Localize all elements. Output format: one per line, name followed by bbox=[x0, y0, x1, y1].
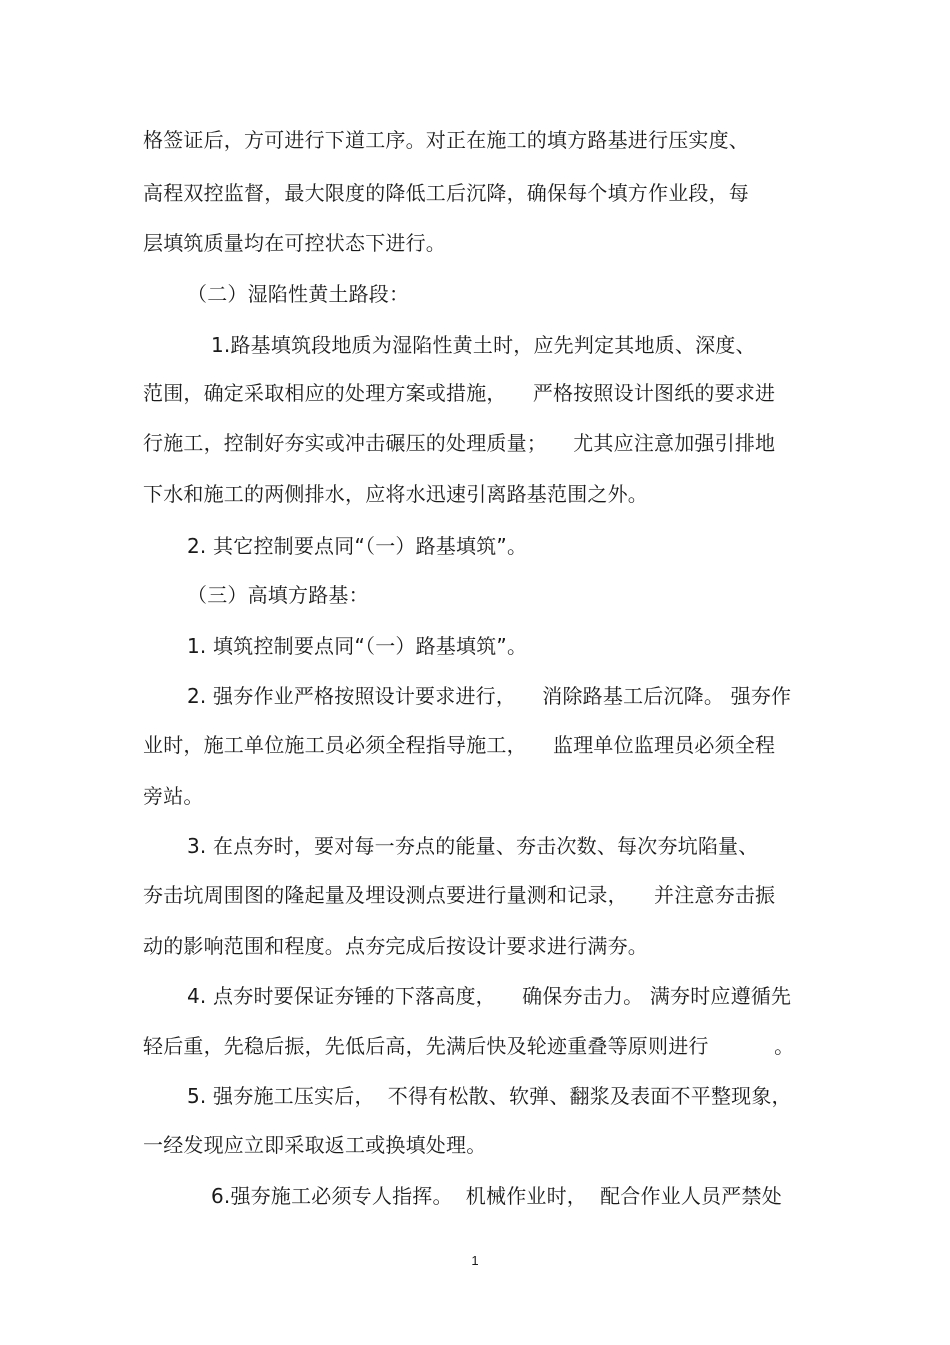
text-line: 高程双控监督，最大限度的降低工后沉降，确保每个填方作业段，每 bbox=[143, 181, 749, 205]
text-line: 一经发现应立即采取返工或换填处理。 bbox=[143, 1133, 487, 1157]
text-line: 4. 点夯时要保证夯锤的下落高度， 确保夯击力。 满夯时应遵循先 bbox=[187, 984, 792, 1008]
text-line: 2. 其它控制要点同“（一）路基填筑”。 bbox=[187, 534, 528, 558]
text-line: 2. 强夯作业严格按照设计要求进行， 消除路基工后沉降。 强夯作 bbox=[187, 684, 792, 708]
text-line: 行施工，控制好夯实或冲击碾压的处理质量； 尤其应注意加强引排地 bbox=[143, 431, 776, 455]
text-line: 业时，施工单位施工员必须全程指导施工， 监理单位监理员必须全程 bbox=[143, 733, 776, 757]
page-number: 1 bbox=[471, 1253, 479, 1268]
text-line: 夯击坑周围图的隆起量及埋设测点要进行量测和记录， 并注意夯击振 bbox=[143, 883, 776, 907]
text-line: 1. 填筑控制要点同“（一）路基填筑”。 bbox=[187, 634, 528, 658]
text-line: 动的影响范围和程度。点夯完成后按设计要求进行满夯。 bbox=[143, 934, 648, 958]
text-line: 范围，确定采取相应的处理方案或措施， 严格按照设计图纸的要求进 bbox=[143, 381, 776, 405]
text-line: 轻后重，先稳后振，先低后高，先满后快及轮迹重叠等原则进行 。 bbox=[143, 1034, 795, 1058]
text-line: 5. 强夯施工压实后， 不得有松散、软弹、翻浆及表面不平整现象， bbox=[187, 1084, 792, 1108]
text-line: 6.强夯施工必须专人指挥。 机械作业时， 配合作业人员严禁处 bbox=[211, 1184, 782, 1208]
text-line: 格签证后，方可进行下道工序。对正在施工的填方路基进行压实度、 bbox=[143, 128, 749, 152]
section-heading: （三）高填方路基： bbox=[187, 583, 369, 607]
text-line: 3. 在点夯时，要对每一夯点的能量、夯击次数、每次夯坑陷量、 bbox=[187, 834, 759, 858]
text-line: 下水和施工的两侧排水，应将水迅速引离路基范围之外。 bbox=[143, 482, 648, 506]
text-line: 1.路基填筑段地质为湿陷性黄土时，应先判定其地质、深度、 bbox=[211, 333, 756, 357]
text-line: 旁站。 bbox=[143, 784, 204, 808]
text-line: 层填筑质量均在可控状态下进行。 bbox=[143, 231, 446, 255]
section-heading: （二）湿陷性黄土路段： bbox=[187, 282, 410, 306]
